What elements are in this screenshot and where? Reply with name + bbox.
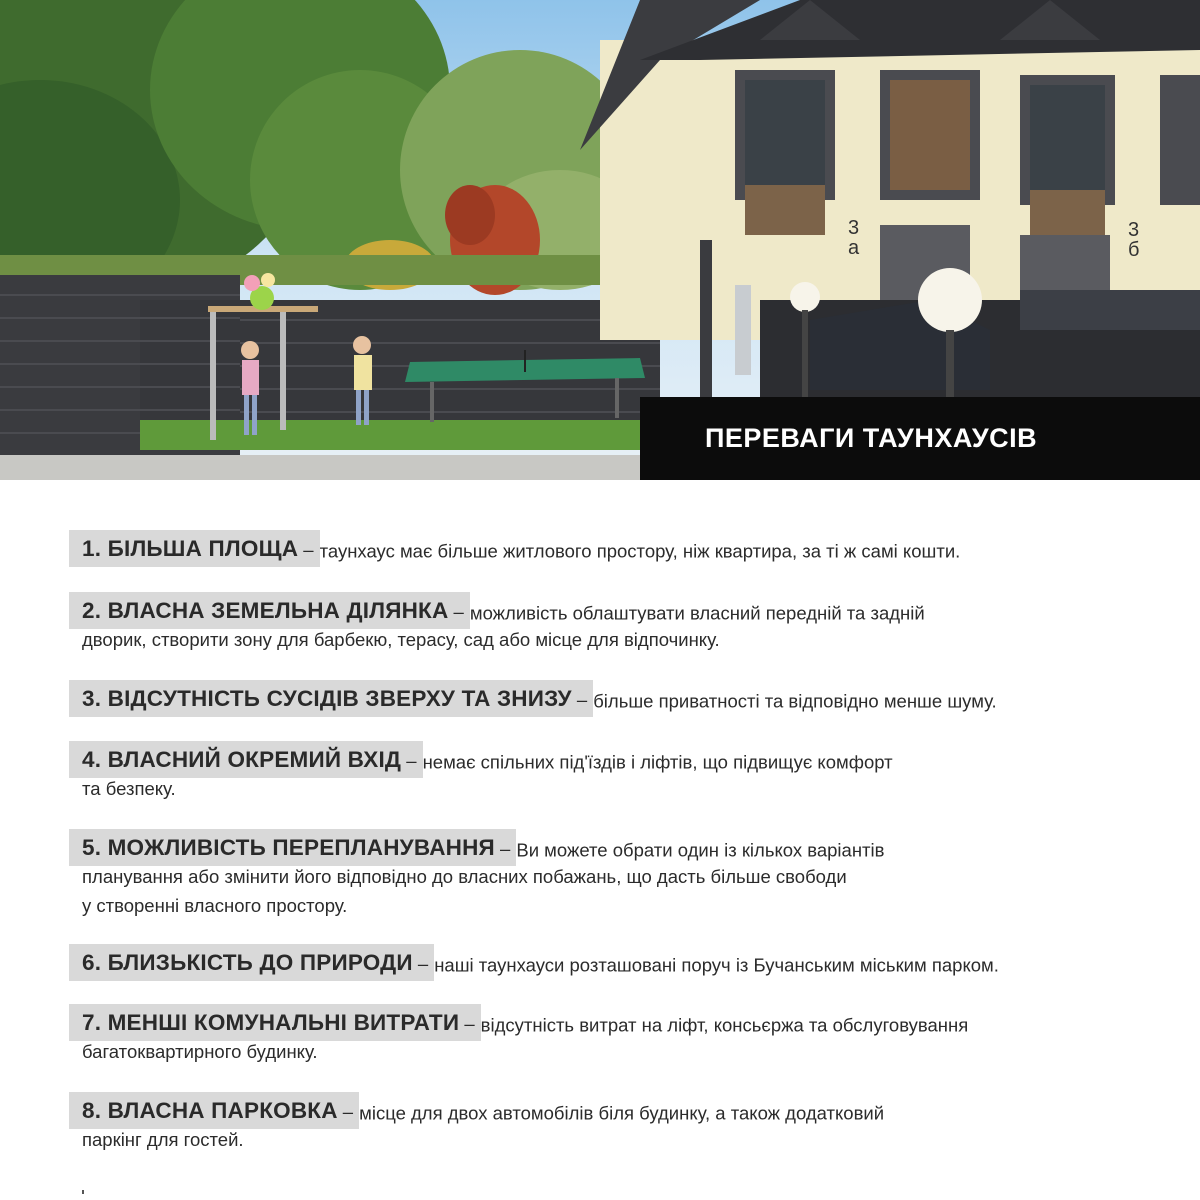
advantage-item-5 bbox=[69, 833, 1179, 920]
advantage-title: 1. БІЛЬША ПЛОЩА bbox=[82, 536, 299, 561]
advantage-title-highlight: 2. ВЛАСНА ЗЕМЕЛЬНА ДІЛЯНКА – bbox=[69, 592, 470, 629]
advantage-title: 4. ВЛАСНИЙ ОКРЕМИЙ ВХІД bbox=[82, 747, 402, 772]
advantage-description-cont: планування або змінити його відповідно до власних побажань, що дасть більше свободи bbox=[82, 866, 847, 887]
advantage-description: таунхаус має більше житлового простору, ніж квартира, за ті ж самі кошти. bbox=[319, 540, 961, 562]
advantage-item-4 bbox=[69, 745, 1179, 803]
townhouse bbox=[580, 0, 1200, 400]
advantage-title-highlight: 8. ВЛАСНА ПАРКОВКА – bbox=[69, 1092, 359, 1129]
house-number-3a: 3а bbox=[848, 217, 860, 259]
advantage-title: 5. МОЖЛИВІСТЬ ПЕРЕПЛАНУВАННЯ bbox=[82, 835, 495, 860]
advantage-title: 7. МЕНШІ КОМУНАЛЬНІ ВИТРАТИ bbox=[82, 1010, 460, 1035]
advantage-item-3 bbox=[69, 684, 1179, 713]
advantage-description-cont: паркінг для гостей. bbox=[82, 1129, 244, 1150]
advantage-title-highlight: 1. БІЛЬША ПЛОЩА – bbox=[69, 530, 320, 567]
advantage-title-highlight: 7. МЕНШІ КОМУНАЛЬНІ ВИТРАТИ – bbox=[69, 1004, 481, 1041]
advantage-item-2 bbox=[69, 596, 1179, 654]
advantage-description: відсутність витрат на ліфт, консьєржа та обслуговування bbox=[480, 1014, 969, 1036]
section-banner bbox=[640, 397, 1200, 480]
advantage-title: 8. ВЛАСНА ПАРКОВКА bbox=[82, 1098, 338, 1123]
advantage-item-1 bbox=[69, 534, 1179, 563]
advantage-title: 2. ВЛАСНА ЗЕМЕЛЬНА ДІЛЯНКА bbox=[82, 598, 449, 623]
advantage-title: 3. ВІДСУТНІСТЬ СУСІДІВ ЗВЕРХУ ТА ЗНИЗУ bbox=[82, 686, 572, 711]
advantage-description: Ви можете обрати один із кількох варіантів bbox=[516, 839, 885, 861]
advantage-item-6 bbox=[69, 948, 1179, 977]
advantage-title-highlight: 5. МОЖЛИВІСТЬ ПЕРЕПЛАНУВАННЯ – bbox=[69, 829, 516, 866]
page-mark bbox=[82, 1190, 84, 1194]
hero-image bbox=[0, 0, 1200, 480]
advantage-description: немає спільних під'їздів і ліфтів, що підвищує комфорт bbox=[422, 751, 893, 773]
advantage-description: місце для двох автомобілів біля будинку, а також додатковий bbox=[359, 1102, 885, 1124]
advantage-title: 6. БЛИЗЬКІСТЬ ДО ПРИРОДИ bbox=[82, 950, 413, 975]
advantage-item-8 bbox=[69, 1096, 1179, 1154]
advantage-title-highlight: 4. ВЛАСНИЙ ОКРЕМИЙ ВХІД – bbox=[69, 741, 423, 778]
advantage-description-cont: у створенні власного простору. bbox=[82, 895, 348, 916]
advantage-item-7 bbox=[69, 1008, 1179, 1066]
advantage-description-cont: дворик, створити зону для барбекю, терасу, сад або місце для відпочинку. bbox=[82, 629, 720, 650]
advantage-description-cont: та безпеку. bbox=[82, 778, 176, 799]
trees bbox=[0, 0, 640, 320]
lawn bbox=[140, 420, 660, 450]
advantage-title-highlight: 3. ВІДСУТНІСТЬ СУСІДІВ ЗВЕРХУ ТА ЗНИЗУ – bbox=[69, 680, 593, 717]
house-number-3b: 3б bbox=[1128, 219, 1140, 261]
advantage-description: наші таунхауси розташовані поруч із Бучанським міським парком. bbox=[434, 954, 999, 976]
section-title: ПЕРЕВАГИ ТАУНХАУСІВ bbox=[705, 423, 1038, 453]
advantage-description-cont: багатоквартирного будинку. bbox=[82, 1041, 318, 1062]
advantage-description: можливість облаштувати власний передній та задній bbox=[469, 602, 925, 624]
advantage-description: більше приватності та відповідно менше шуму. bbox=[593, 690, 997, 712]
path bbox=[0, 455, 660, 480]
advantage-title-highlight: 6. БЛИЗЬКІСТЬ ДО ПРИРОДИ – bbox=[69, 944, 434, 981]
